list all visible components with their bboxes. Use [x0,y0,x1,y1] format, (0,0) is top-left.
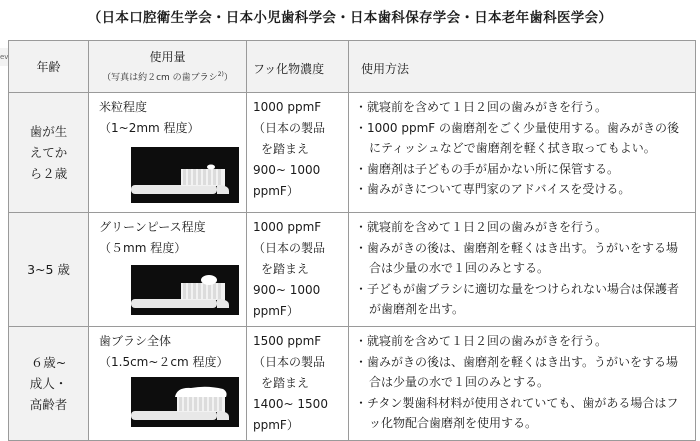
method-item: ・1000 ppmF の歯磨剤をごく少量使用する。歯みがきの後にティッシュなどで歯磨剤を軽く拭き取ってもよい。 [355,120,679,155]
amount-detail: （1.5cm~２cm 程度） [99,355,229,369]
fluoride-cell: 1500 ppmF （日本の製品 を踏まえ 1400~ 1500 ppmF） [247,327,349,441]
method-item: ・歯磨剤は子どもの手が届かない所に保管する。 [355,161,620,176]
amount-detail: （５mm 程度） [99,241,187,255]
table-row [9,327,696,441]
age-cell: 歯が生 えてか ら２歳 [9,93,89,213]
method-item: ・就寝前を含めて１日２回の歯みがきを行う。 [355,220,608,234]
method-item: ・歯みがきの後は、歯磨剤を軽くはき出す。うがいをする場合は少量の水で１回のみとする。 [355,354,679,389]
method-cell [349,93,696,213]
toothbrush-photo-rice-grain [131,147,239,203]
method-item: ・就寝前を含めて１日２回の歯みがきを行う。 [355,100,608,114]
table-header-row [9,41,696,93]
method-item: ・歯みがきについて専門家のアドバイスを受ける。 [355,182,631,196]
header-amount-label: 使用量 [149,50,186,64]
toothbrush-photo-full-head [131,377,239,427]
amount-cell [89,327,247,441]
fluoride-cell: 1000 ppmF （日本の製品 を踏まえ 900~ 1000 ppmF） [247,213,349,327]
age-cell: 3~5 歳 [9,213,89,327]
method-cell [349,213,696,327]
amount-cell [89,93,247,213]
method-item: ・就寝前を含めて１日２回の歯みがきを行う。 [355,334,608,348]
side-tab[interactable]: ev [0,48,9,66]
amount-detail: （1~2mm 程度） [99,121,200,135]
page-title: （日本口腔衛生学会・日本小児歯科学会・日本歯科保存学会・日本老年歯科医学会） [87,10,613,26]
header-method: 使用方法 [349,41,696,93]
fluoride-cell: 1000 ppmF （日本の製品 を踏まえ 900~ 1000 ppmF） [247,93,349,213]
toothbrush-photo-green-pea [131,265,239,315]
header-fluoride: フッ化物濃度 [247,41,349,93]
method-item: ・チタン製歯科材料が使用されていても、歯がある場合はフッ化物配合歯磨剤を使用する。 [355,395,679,430]
amount-label: 歯ブラシ全体 [99,334,172,348]
header-age: 年齢 [9,41,89,93]
table-row [9,93,696,213]
method-item: ・歯みがきの後は、歯磨剤を軽くはき出す。うがいをする場合は少量の水で１回のみとする。 [355,240,679,275]
fluoride-toothpaste-table [8,40,696,441]
header-amount [89,41,247,93]
amount-label: グリーンピース程度 [99,220,206,234]
amount-cell [89,213,247,327]
amount-label: 米粒程度 [99,100,148,114]
table-row [9,213,696,327]
method-cell [349,327,696,441]
header-amount-note: （写真は約２cm の歯ブラシ$^{2)}$） [102,71,233,83]
method-item: ・子どもが歯ブラシに適切な量をつけられない場合は保護者が歯磨剤を出す。 [355,281,680,316]
age-cell: ６歳~ 成人・ 高齢者 [9,327,89,441]
